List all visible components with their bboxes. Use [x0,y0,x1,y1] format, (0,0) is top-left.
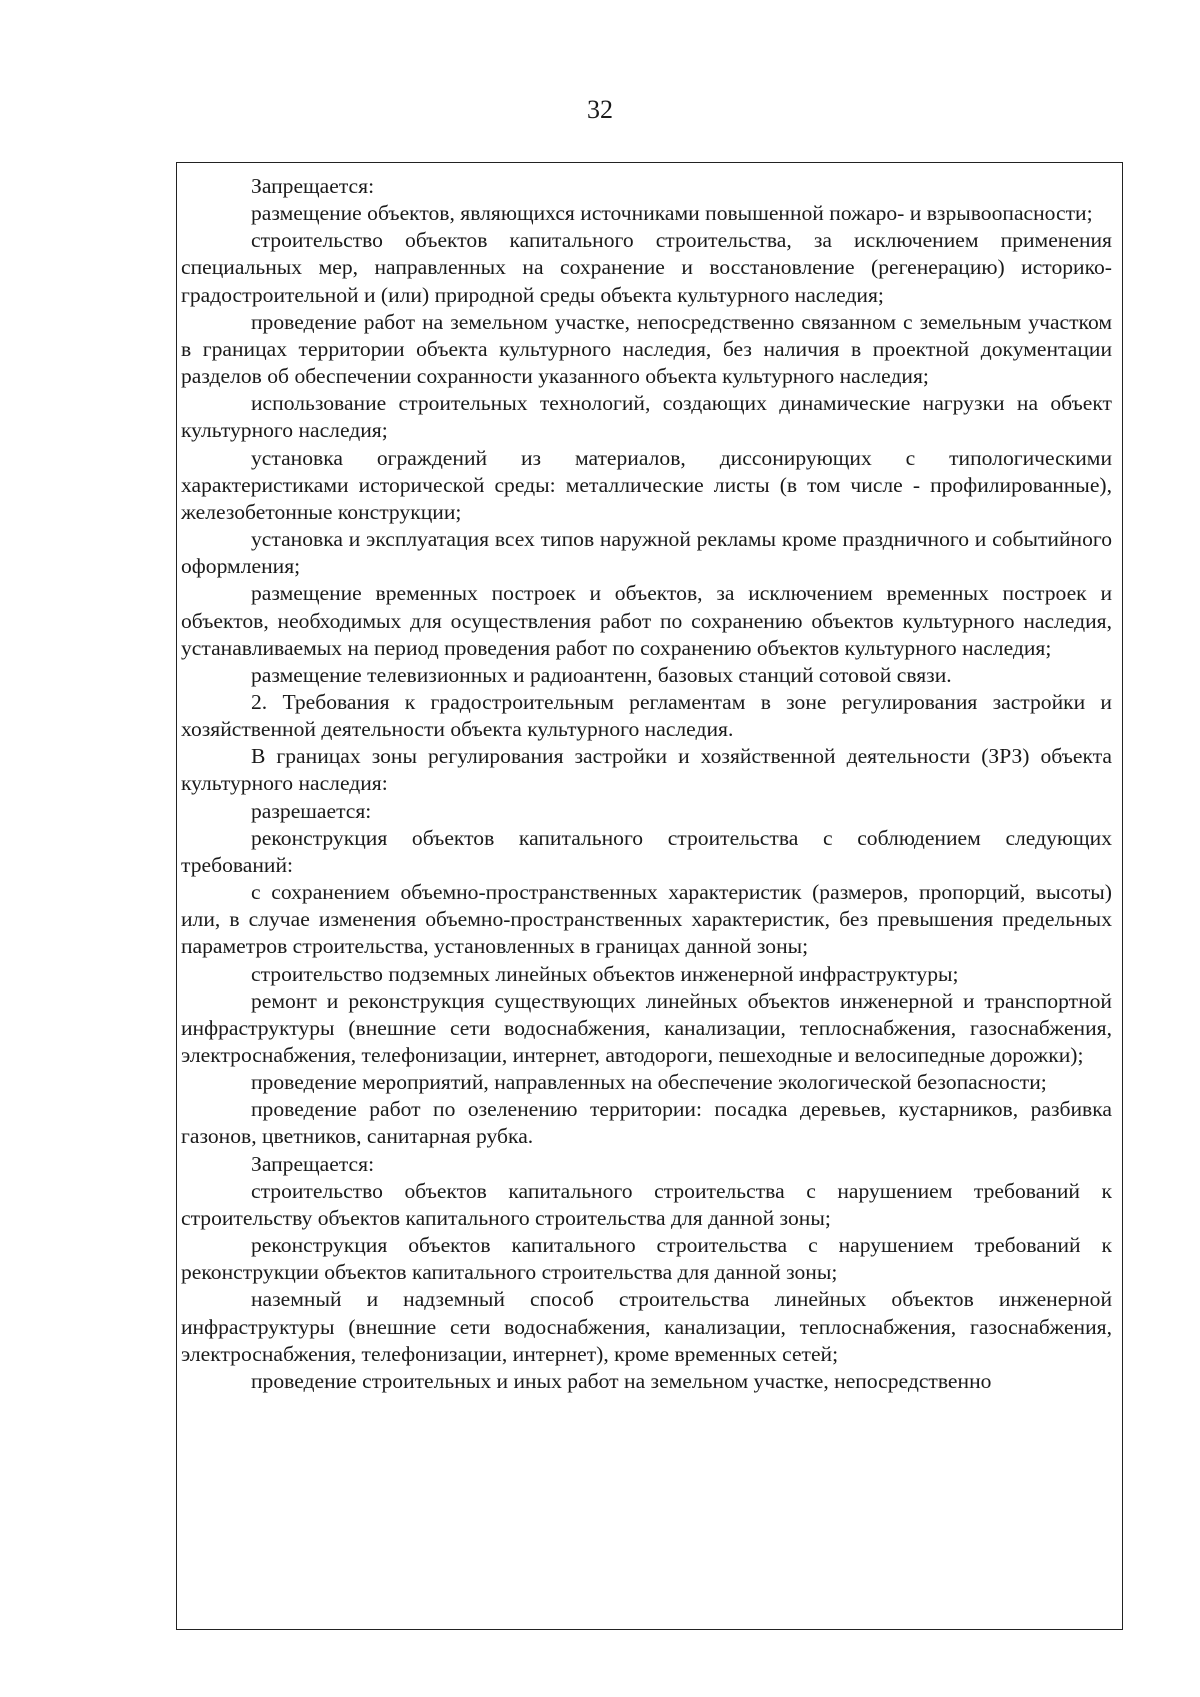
paragraph: ремонт и реконструкция существующих линейных объектов инженерной и транспортной инфраструктуры (внешние сети водоснабжения, канализации, теплоснабжения, газоснабжения, электроснабжения, телефонизации, интернет, автодороги, пешеходные и велосипедные дорожки); [181,988,1112,1067]
paragraph: Запрещается: [251,1151,375,1176]
paragraph: размещение объектов, являющихся источниками повышенной пожаро- и взрывоопасности; [251,201,1093,226]
document-body [181,173,1112,1395]
paragraph: строительство объектов капитального строительства, за исключением применения специальных мер, направленных на сохранение и восстановление (регенерацию) историко-градостроительной и (или) природной среды объекта культурного наследия; [181,228,1112,307]
paragraph: Запрещается: [251,174,375,198]
paragraph: строительство объектов капитального строительства с нарушением требований к строительству объектов капитального строительства для данной зоны; [181,1178,1112,1230]
paragraph: В границах зоны регулирования застройки и хозяйственной деятельности (ЗРЗ) объекта культурного наследия: [181,744,1112,796]
paragraph: проведение работ по озеленению территории: посадка деревьев, кустарников, разбивка газонов, цветников, санитарная рубка. [181,1097,1112,1149]
paragraph: размещение временных построек и объектов, за исключением временных построек и объектов, необходимых для осуществления работ по сохранению объектов культурного наследия, устанавливаемых на период проведения работ по сохранению объектов культурного наследия; [181,581,1112,660]
paragraph: строительство подземных линейных объектов инженерной инфраструктуры; [251,961,959,986]
paragraph: разрешается: [251,798,372,823]
paragraph: проведение строительных и иных работ на земельном участке, непосредственно [251,1368,992,1393]
text-frame [176,162,1123,1630]
paragraph: использование строительных технологий, создающих динамические нагрузки на объект культурного наследия; [181,391,1112,443]
paragraph: реконструкция объектов капитального строительства с нарушением требований к реконструкции объектов капитального строительства для данной зоны; [181,1233,1112,1285]
paragraph: размещение телевизионных и радиоантенн, базовых станций сотовой связи. [251,662,952,687]
paragraph: проведение мероприятий, направленных на обеспечение экологической безопасности; [251,1070,1047,1095]
paragraph: установка ограждений из материалов, диссонирующих с типологическими характеристиками исторической среды: металлические листы (в том числе - профилированные), железобетонные конструкции; [181,445,1112,524]
paragraph: установка и эксплуатация всех типов наружной рекламы кроме праздничного и событийного оформления; [181,527,1112,579]
paragraph: наземный и надземный способ строительства линейных объектов инженерной инфраструктуры (внешние сети водоснабжения, канализации, теплоснабжения, газоснабжения, электроснабжения, телефонизации, интернет), кроме временных сетей; [181,1287,1112,1366]
page-number: 32 [587,95,613,124]
paragraph: с сохранением объемно-пространственных характеристик (размеров, пропорций, высоты) или, в случае изменения объемно-пространственных характеристик, без превышения предельных параметров строительства, установленных в границах данной зоны; [181,880,1112,959]
paragraph: 2. Требования к градостроительным регламентам в зоне регулирования застройки и хозяйственной деятельности объекта культурного наследия. [181,689,1112,742]
paragraph: реконструкция объектов капитального строительства с соблюдением следующих требований: [181,825,1112,877]
paragraph: проведение работ на земельном участке, непосредственно связанном с земельным участком в границах территории объекта культурного наследия, без наличия в проектной документации разделов об обеспечении сохранности указанного объекта культурного наследия; [181,309,1112,389]
